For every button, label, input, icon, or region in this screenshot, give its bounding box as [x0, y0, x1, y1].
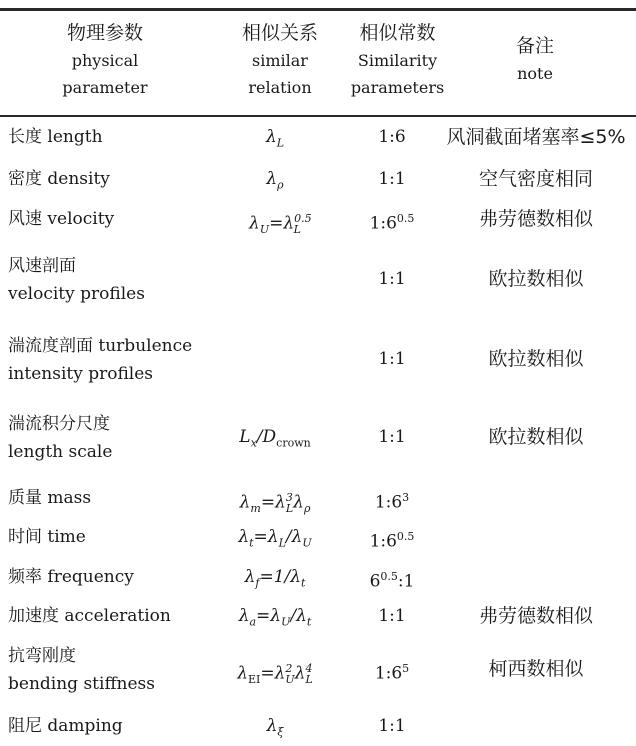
param-velocity-profiles: 风速剖面 velocity profiles [8, 256, 145, 304]
constant-density: 1:1 [378, 169, 406, 189]
constant-damping: 1:1 [378, 716, 406, 736]
param-length: 长度 length [8, 127, 103, 147]
relation-density: $\lambda_\rho$ [266, 169, 284, 192]
header-note: 备注 note [515, 35, 554, 83]
param-bending-stiffness: 抗弯刚度 bending stiffness [8, 646, 155, 694]
relation-time: $\lambda_t=\lambda_L/\lambda_U$ [238, 527, 312, 550]
relation-mass: $\lambda_m=\lambda^3_L\lambda_\rho$ [239, 491, 311, 516]
constant-time: $1:6^{0.5}$ [369, 530, 415, 552]
table-top-rule [0, 8, 636, 11]
relation-bending-stiffness: $\lambda_{EI}=\lambda^2_U\lambda^4_L$ [237, 662, 313, 687]
param-density: 密度 density [8, 169, 110, 189]
note-turbulence-intensity: 欧拉数相似 [488, 348, 584, 370]
header-bottom-rule [0, 115, 636, 117]
constant-frequency: $6^{0.5}:1$ [369, 570, 415, 592]
param-time: 时间 time [8, 527, 86, 547]
relation-frequency: $\lambda_f=1/\lambda_t$ [244, 567, 306, 590]
constant-length: 1:6 [378, 127, 406, 147]
constant-length-scale: 1:1 [378, 427, 406, 447]
param-velocity: 风速 velocity [8, 209, 115, 229]
param-frequency: 频率 frequency [8, 567, 134, 587]
constant-velocity: $1:6^{0.5}$ [369, 212, 415, 234]
param-length-scale: 湍流积分尺度 length scale [8, 414, 113, 462]
param-damping: 阻尼 damping [8, 716, 123, 736]
relation-acceleration: $\lambda_a=\lambda_U/\lambda_t$ [238, 606, 312, 629]
constant-bending-stiffness: $1:6^5$ [374, 662, 410, 684]
note-velocity: 弗劳德数相似 [478, 208, 593, 230]
note-velocity-profiles: 欧拉数相似 [488, 268, 584, 290]
constant-velocity-profiles: 1:1 [378, 269, 406, 289]
constant-turbulence-intensity: 1:1 [378, 349, 406, 369]
note-length: 风洞截面堵塞率≤5% [446, 126, 626, 148]
relation-length: $\lambda_L$ [265, 127, 285, 150]
constant-acceleration: 1:1 [378, 606, 406, 626]
constant-mass: $1:6^3$ [374, 491, 410, 513]
header-similarity-parameters: 相似常数 Similarity parameters [350, 22, 445, 97]
header-physical-parameter: 物理参数 physical parameter [62, 22, 148, 97]
param-turbulence-intensity: 湍流度剖面 turbulence intensity profiles [8, 336, 193, 384]
param-acceleration: 加速度 acceleration [8, 606, 171, 626]
relation-damping: $\lambda_\xi$ [266, 716, 284, 739]
relation-length-scale: $L_x/D_{crown}$ [239, 427, 311, 450]
header-similar-relation: 相似关系 similar relation [241, 22, 318, 97]
note-length-scale: 欧拉数相似 [488, 426, 584, 448]
note-acceleration: 弗劳德数相似 [478, 605, 593, 627]
relation-velocity: $\lambda_U=\lambda^{0.5}_L$ [249, 212, 312, 237]
param-mass: 质量 mass [8, 488, 92, 508]
note-bending-stiffness: 柯西数相似 [488, 658, 584, 680]
note-density: 空气密度相同 [478, 168, 593, 190]
